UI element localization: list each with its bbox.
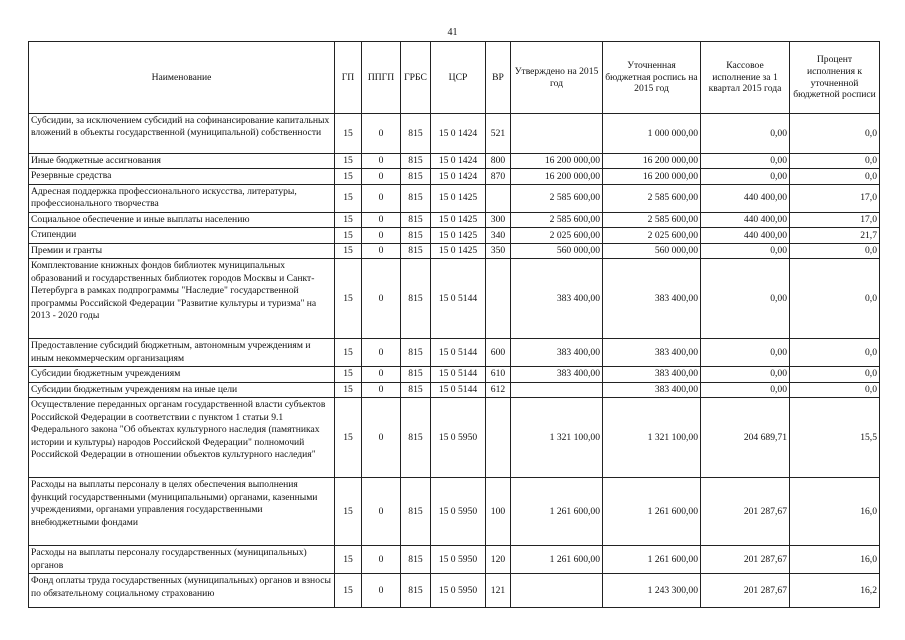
cell-grbs: 815 (401, 212, 431, 227)
cell-name: Расходы на выплаты персоналу в целях обеспечения выполнения функций государственными (муниципальными) органами, казенными учреждениями, органами управления государственными внебюджетными фондами (29, 478, 335, 546)
cell-percent: 16,2 (790, 574, 880, 608)
cell-approved (511, 114, 603, 154)
cell-name: Комплектование книжных фондов библиотек муниципальных образований и государственных библиотек городов Москвы и Санкт-Петербурга в рамках подпрограммы "Наследие" государственной программы Российской Федерации "Развитие культуры и туризма" на 2013 - 2020 годы (29, 259, 335, 339)
cell-ppgp: 0 (362, 398, 401, 478)
header-approved: Утверждено на 2015 год (511, 42, 603, 114)
cell-grbs: 815 (401, 259, 431, 339)
cell-percent: 17,0 (790, 184, 880, 212)
cell-vr: 800 (486, 154, 511, 169)
cell-grbs: 815 (401, 382, 431, 397)
cell-percent: 16,0 (790, 546, 880, 574)
header-percent: Процент исполнения к уточненной бюджетной росписи (790, 42, 880, 114)
cell-name: Субсидии, за исключением субсидий на софинансирование капитальных вложений в объекты государственной (муниципальной) собственности (29, 114, 335, 154)
cell-refined: 383 400,00 (603, 339, 701, 367)
cell-csr: 15 0 5144 (431, 367, 486, 382)
cell-csr: 15 0 5950 (431, 574, 486, 608)
cell-ppgp: 0 (362, 574, 401, 608)
cell-ppgp: 0 (362, 212, 401, 227)
header-csr: ЦСР (431, 42, 486, 114)
cell-ppgp: 0 (362, 367, 401, 382)
cell-cash: 0,00 (701, 339, 790, 367)
header-refined: Уточненная бюджетная роспись на 2015 год (603, 42, 701, 114)
cell-refined: 16 200 000,00 (603, 154, 701, 169)
cell-gp: 15 (335, 154, 362, 169)
table-row (29, 259, 880, 339)
table-row (29, 184, 880, 212)
cell-refined: 2 585 600,00 (603, 212, 701, 227)
cell-approved: 2 585 600,00 (511, 184, 603, 212)
cell-refined: 560 000,00 (603, 243, 701, 258)
cell-cash: 0,00 (701, 169, 790, 184)
cell-refined: 1 261 600,00 (603, 478, 701, 546)
cell-cash: 201 287,67 (701, 478, 790, 546)
cell-approved: 1 321 100,00 (511, 398, 603, 478)
cell-percent: 0,0 (790, 367, 880, 382)
cell-ppgp: 0 (362, 154, 401, 169)
header-cash: Кассовое исполнение за 1 квартал 2015 года (701, 42, 790, 114)
cell-grbs: 815 (401, 574, 431, 608)
cell-csr: 15 0 5950 (431, 546, 486, 574)
cell-grbs: 815 (401, 339, 431, 367)
cell-cash: 440 400,00 (701, 212, 790, 227)
cell-ppgp: 0 (362, 259, 401, 339)
cell-grbs: 815 (401, 169, 431, 184)
cell-refined: 383 400,00 (603, 382, 701, 397)
cell-name: Субсидии бюджетным учреждениям (29, 367, 335, 382)
cell-percent: 0,0 (790, 243, 880, 258)
cell-refined: 1 243 300,00 (603, 574, 701, 608)
cell-cash: 0,00 (701, 367, 790, 382)
cell-vr (486, 259, 511, 339)
cell-approved: 383 400,00 (511, 367, 603, 382)
table-row (29, 243, 880, 258)
cell-gp: 15 (335, 546, 362, 574)
table-row (29, 169, 880, 184)
cell-approved: 383 400,00 (511, 259, 603, 339)
cell-gp: 15 (335, 169, 362, 184)
cell-vr: 870 (486, 169, 511, 184)
cell-name: Резервные средства (29, 169, 335, 184)
cell-refined: 1 000 000,00 (603, 114, 701, 154)
cell-gp: 15 (335, 212, 362, 227)
cell-approved: 1 261 600,00 (511, 546, 603, 574)
cell-name: Субсидии бюджетным учреждениям на иные цели (29, 382, 335, 397)
cell-name: Иные бюджетные ассигнования (29, 154, 335, 169)
table-row (29, 574, 880, 608)
cell-grbs: 815 (401, 243, 431, 258)
cell-gp: 15 (335, 574, 362, 608)
cell-gp: 15 (335, 339, 362, 367)
cell-grbs: 815 (401, 184, 431, 212)
header-ppgp: ППГП (362, 42, 401, 114)
cell-approved: 16 200 000,00 (511, 169, 603, 184)
cell-percent: 21,7 (790, 228, 880, 243)
cell-name: Осуществление переданных органам государственной власти субъектов Российской Федерации в соответствии с пунктом 1 статьи 9.1 Федерального закона "Об объектах культурного наследия (памятниках истории и культуры) народов Российской Федерации" полномочий Российской Федерации в отношении объектов культурного наследия" (29, 398, 335, 478)
cell-grbs: 815 (401, 154, 431, 169)
table-row (29, 546, 880, 574)
cell-cash: 0,00 (701, 243, 790, 258)
table-row (29, 154, 880, 169)
table-row (29, 478, 880, 546)
cell-vr (486, 398, 511, 478)
cell-csr: 15 0 5144 (431, 259, 486, 339)
cell-refined: 2 025 600,00 (603, 228, 701, 243)
table-row (29, 339, 880, 367)
header-gp: ГП (335, 42, 362, 114)
cell-grbs: 815 (401, 546, 431, 574)
cell-percent: 0,0 (790, 114, 880, 154)
table-header-row (29, 42, 880, 114)
header-vr: ВР (486, 42, 511, 114)
cell-gp: 15 (335, 382, 362, 397)
cell-vr: 300 (486, 212, 511, 227)
cell-percent: 16,0 (790, 478, 880, 546)
cell-gp: 15 (335, 228, 362, 243)
cell-csr: 15 0 1425 (431, 212, 486, 227)
cell-ppgp: 0 (362, 339, 401, 367)
cell-percent: 15,5 (790, 398, 880, 478)
cell-grbs: 815 (401, 367, 431, 382)
cell-vr: 600 (486, 339, 511, 367)
cell-ppgp: 0 (362, 184, 401, 212)
cell-vr: 100 (486, 478, 511, 546)
cell-name: Премии и гранты (29, 243, 335, 258)
cell-cash: 440 400,00 (701, 228, 790, 243)
table-row (29, 212, 880, 227)
cell-ppgp: 0 (362, 169, 401, 184)
cell-cash: 0,00 (701, 114, 790, 154)
cell-vr: 121 (486, 574, 511, 608)
cell-ppgp: 0 (362, 114, 401, 154)
cell-percent: 17,0 (790, 212, 880, 227)
cell-approved: 560 000,00 (511, 243, 603, 258)
cell-name: Расходы на выплаты персоналу государственных (муниципальных) органов (29, 546, 335, 574)
cell-vr: 350 (486, 243, 511, 258)
table-row (29, 367, 880, 382)
cell-refined: 1 321 100,00 (603, 398, 701, 478)
budget-table (28, 41, 880, 608)
cell-gp: 15 (335, 367, 362, 382)
cell-refined: 383 400,00 (603, 259, 701, 339)
cell-vr: 521 (486, 114, 511, 154)
table-row (29, 398, 880, 478)
cell-cash: 0,00 (701, 154, 790, 169)
cell-cash: 201 287,67 (701, 546, 790, 574)
cell-cash: 0,00 (701, 382, 790, 397)
cell-percent: 0,0 (790, 154, 880, 169)
cell-gp: 15 (335, 114, 362, 154)
cell-ppgp: 0 (362, 228, 401, 243)
cell-gp: 15 (335, 259, 362, 339)
cell-grbs: 815 (401, 398, 431, 478)
table-row (29, 382, 880, 397)
cell-percent: 0,0 (790, 339, 880, 367)
page-number: 41 (447, 27, 458, 38)
cell-csr: 15 0 5144 (431, 339, 486, 367)
cell-approved: 2 585 600,00 (511, 212, 603, 227)
cell-ppgp: 0 (362, 478, 401, 546)
cell-approved: 383 400,00 (511, 339, 603, 367)
cell-gp: 15 (335, 478, 362, 546)
cell-percent: 0,0 (790, 169, 880, 184)
cell-refined: 2 585 600,00 (603, 184, 701, 212)
cell-approved (511, 382, 603, 397)
cell-percent: 0,0 (790, 382, 880, 397)
cell-csr: 15 0 1424 (431, 154, 486, 169)
cell-csr: 15 0 5950 (431, 398, 486, 478)
cell-vr: 612 (486, 382, 511, 397)
cell-cash: 440 400,00 (701, 184, 790, 212)
cell-cash: 201 287,67 (701, 574, 790, 608)
table-row (29, 228, 880, 243)
table-row (29, 114, 880, 154)
cell-csr: 15 0 1425 (431, 184, 486, 212)
cell-approved: 16 200 000,00 (511, 154, 603, 169)
cell-name: Социальное обеспечение и иные выплаты населению (29, 212, 335, 227)
cell-vr (486, 184, 511, 212)
cell-gp: 15 (335, 398, 362, 478)
cell-refined: 16 200 000,00 (603, 169, 701, 184)
cell-ppgp: 0 (362, 546, 401, 574)
cell-name: Предоставление субсидий бюджетным, автономным учреждениям и иным некоммерческим организациям (29, 339, 335, 367)
cell-csr: 15 0 5950 (431, 478, 486, 546)
cell-approved: 1 261 600,00 (511, 478, 603, 546)
header-name: Наименование (29, 42, 335, 114)
cell-grbs: 815 (401, 228, 431, 243)
cell-refined: 383 400,00 (603, 367, 701, 382)
header-grbs: ГРБС (401, 42, 431, 114)
cell-csr: 15 0 1425 (431, 243, 486, 258)
cell-percent: 0,0 (790, 259, 880, 339)
cell-csr: 15 0 1424 (431, 169, 486, 184)
cell-approved: 2 025 600,00 (511, 228, 603, 243)
cell-vr: 340 (486, 228, 511, 243)
cell-refined: 1 261 600,00 (603, 546, 701, 574)
cell-grbs: 815 (401, 478, 431, 546)
cell-csr: 15 0 1425 (431, 228, 486, 243)
cell-ppgp: 0 (362, 382, 401, 397)
cell-gp: 15 (335, 243, 362, 258)
cell-name: Адресная поддержка профессионального искусства, литературы, профессионального творчества (29, 184, 335, 212)
cell-approved (511, 574, 603, 608)
cell-name: Фонд оплаты труда государственных (муниципальных) органов и взносы по обязательному социальному страхованию (29, 574, 335, 608)
cell-cash: 204 689,71 (701, 398, 790, 478)
cell-vr: 610 (486, 367, 511, 382)
cell-vr: 120 (486, 546, 511, 574)
cell-csr: 15 0 1424 (431, 114, 486, 154)
cell-csr: 15 0 5144 (431, 382, 486, 397)
cell-grbs: 815 (401, 114, 431, 154)
cell-gp: 15 (335, 184, 362, 212)
cell-ppgp: 0 (362, 243, 401, 258)
cell-name: Стипендии (29, 228, 335, 243)
cell-cash: 0,00 (701, 259, 790, 339)
